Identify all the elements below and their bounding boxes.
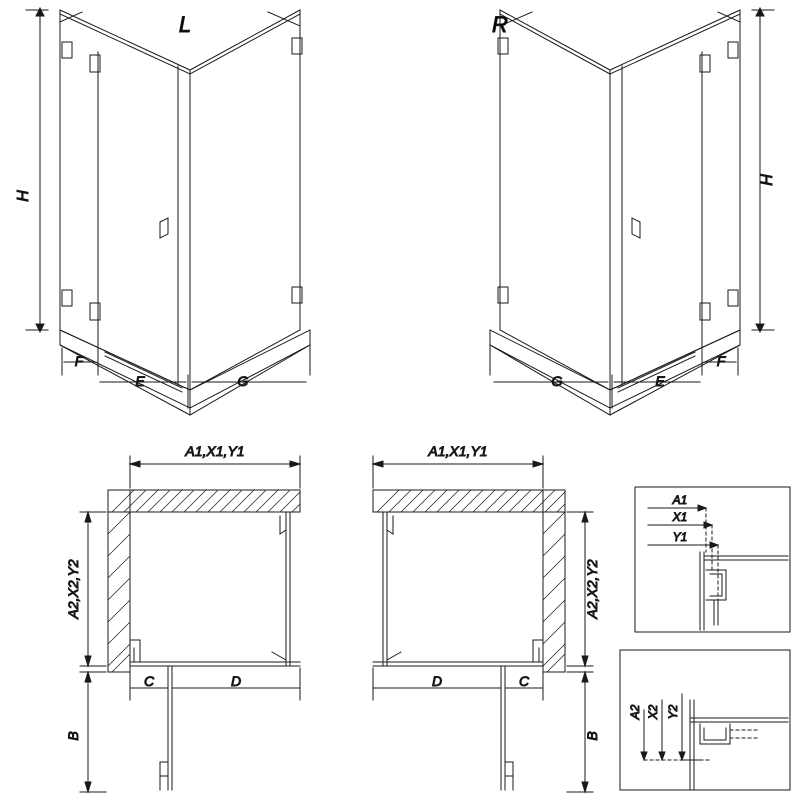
label-view-left: L bbox=[178, 12, 192, 37]
view-isometric-left bbox=[15, 8, 310, 415]
label-detail-x1: X1 bbox=[672, 510, 688, 524]
label-detail-x2: X2 bbox=[646, 704, 660, 720]
label-plan-left-side: A2,X2,Y2 bbox=[65, 559, 81, 619]
label-plan-left-b: B bbox=[65, 731, 81, 741]
view-detail-bottom bbox=[620, 650, 790, 790]
label-plan-right-c: C bbox=[518, 673, 530, 689]
label-detail-y2: Y2 bbox=[666, 704, 680, 720]
label-plan-right-side: A2,X2,Y2 bbox=[584, 559, 600, 619]
label-plan-right-b: B bbox=[584, 731, 600, 741]
label-iso-right-e: E bbox=[655, 373, 665, 389]
label-view-right: R bbox=[492, 12, 508, 37]
view-detail-top bbox=[635, 487, 790, 632]
label-detail-a1: A1 bbox=[672, 493, 688, 507]
label-detail-a2: A2 bbox=[628, 704, 642, 720]
label-iso-left-f: F bbox=[74, 353, 84, 369]
label-height-right: H bbox=[759, 174, 776, 186]
label-plan-left-top: A1,X1,Y1 bbox=[185, 443, 245, 459]
label-detail-y1: Y1 bbox=[672, 530, 688, 544]
label-iso-left-g: G bbox=[237, 373, 249, 389]
label-iso-right-g: G bbox=[551, 373, 563, 389]
view-plan-left bbox=[65, 443, 300, 792]
view-isometric-right bbox=[490, 8, 776, 415]
label-plan-right-d: D bbox=[431, 673, 443, 689]
label-plan-right-top: A1,X1,Y1 bbox=[428, 443, 488, 459]
view-plan-right bbox=[373, 443, 600, 792]
label-plan-left-c: C bbox=[143, 673, 155, 689]
label-iso-right-f: F bbox=[716, 353, 726, 369]
label-plan-left-d: D bbox=[230, 673, 242, 689]
label-iso-left-e: E bbox=[135, 373, 145, 389]
label-height-left: H bbox=[15, 190, 32, 202]
